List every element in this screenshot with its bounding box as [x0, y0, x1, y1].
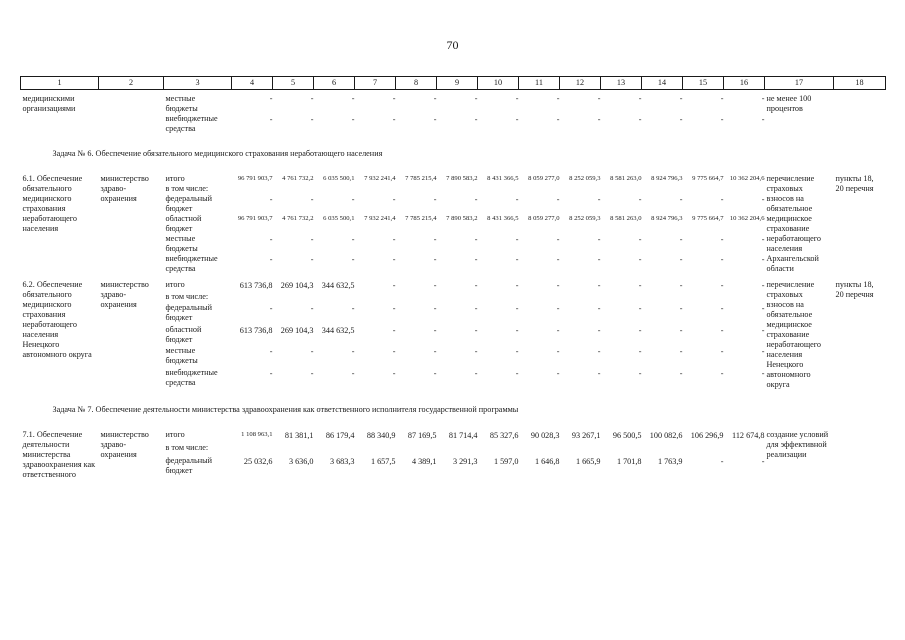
- amount-cell: -: [720, 281, 724, 290]
- amount-cell: -: [515, 369, 519, 379]
- amount-cell: [519, 292, 560, 303]
- column-header: 9: [437, 77, 478, 90]
- amount-cell: -: [515, 195, 519, 204]
- amount-cell: -: [720, 255, 724, 264]
- amount-cell: [601, 443, 642, 455]
- amount-cell: [437, 292, 478, 303]
- amount-cell: -: [638, 325, 642, 335]
- funding-source: областной бюджет: [165, 214, 202, 233]
- amount-cell: 8 252 059,3: [569, 215, 601, 222]
- funding-source: в том числе:: [165, 184, 209, 193]
- amount-cell: 7 932 241,4: [364, 175, 396, 182]
- column-header: 2: [99, 77, 164, 90]
- amount-cell: -: [515, 281, 519, 290]
- amount-cell: -: [638, 195, 642, 204]
- amount-cell: 8 252 059,3: [569, 175, 601, 182]
- amount-cell: 8 924 796,3: [651, 215, 683, 222]
- amount-cell: -: [761, 369, 765, 379]
- amount-cell: -: [597, 281, 601, 290]
- amount-cell: -: [720, 195, 724, 204]
- amount-cell: -: [761, 94, 765, 103]
- amount-cell: -: [597, 369, 601, 379]
- amount-cell: 7 890 583,2: [446, 175, 478, 182]
- amount-cell: -: [474, 235, 478, 244]
- amount-cell: [642, 292, 683, 303]
- amount-cell: [560, 292, 601, 303]
- expected-result: не менее 100 процентов: [766, 94, 812, 113]
- amount-cell: 8 059 277,0: [528, 215, 560, 222]
- amount-cell: [396, 292, 437, 303]
- amount-cell: -: [556, 235, 560, 244]
- funding-source: итого: [165, 174, 185, 183]
- amount-cell: -: [720, 325, 724, 335]
- amount-cell: 8 581 263,0: [610, 215, 642, 222]
- amount-cell: [724, 292, 765, 303]
- table-row: [21, 90, 886, 115]
- amount-cell: [560, 443, 601, 455]
- amount-cell: 1 597,0: [493, 456, 519, 466]
- amount-cell: -: [474, 347, 478, 357]
- amount-cell: 81 714,4: [448, 431, 478, 440]
- amount-cell: 100 082,6: [649, 431, 683, 440]
- amount-cell: 4 389,1: [411, 456, 437, 466]
- amount-cell: 269 104,3: [280, 281, 314, 290]
- amount-cell: -: [269, 347, 273, 357]
- amount-cell: -: [761, 347, 765, 357]
- amount-cell: -: [515, 325, 519, 335]
- amount-cell: 106 296,9: [690, 431, 724, 440]
- amount-cell: [437, 443, 478, 455]
- amount-cell: -: [720, 456, 724, 466]
- column-header: 6: [314, 77, 355, 90]
- amount-cell: 613 736,8: [239, 281, 273, 290]
- amount-cell: -: [433, 195, 437, 204]
- amount-cell: -: [351, 369, 355, 379]
- amount-cell: -: [679, 235, 683, 244]
- amount-cell: -: [433, 255, 437, 264]
- amount-cell: 269 104,3: [280, 325, 314, 335]
- amount-cell: -: [597, 303, 601, 313]
- column-header: 12: [560, 77, 601, 90]
- task-row: [21, 390, 886, 430]
- table-header-row: [21, 77, 886, 90]
- amount-cell: 4 761 732,2: [282, 175, 314, 182]
- amount-cell: -: [392, 255, 396, 264]
- amount-cell: [724, 184, 765, 194]
- amount-cell: -: [761, 255, 765, 264]
- amount-cell: [232, 292, 273, 303]
- reference: [834, 430, 886, 480]
- amount-cell: -: [597, 325, 601, 335]
- amount-cell: -: [310, 195, 314, 204]
- amount-cell: -: [351, 255, 355, 264]
- amount-cell: [396, 443, 437, 455]
- reference: пункты 18, 20 перечня: [835, 280, 874, 299]
- funding-source: федеральный бюджет: [165, 194, 213, 213]
- amount-cell: 1 657,5: [370, 456, 396, 466]
- column-header: 4: [232, 77, 273, 90]
- funding-source: местные бюджеты: [165, 346, 198, 366]
- amount-cell: -: [392, 303, 396, 313]
- amount-cell: -: [474, 115, 478, 124]
- amount-cell: -: [761, 115, 765, 124]
- amount-cell: -: [310, 115, 314, 124]
- amount-cell: -: [433, 94, 437, 103]
- funding-source: итого: [165, 430, 185, 439]
- amount-cell: [437, 184, 478, 194]
- amount-cell: -: [392, 347, 396, 357]
- amount-cell: -: [638, 303, 642, 313]
- amount-cell: -: [310, 94, 314, 103]
- amount-cell: -: [392, 235, 396, 244]
- activity-name: медицинскими организациями: [22, 94, 76, 113]
- amount-cell: [519, 443, 560, 455]
- amount-cell: -: [269, 255, 273, 264]
- column-header: 18: [834, 77, 886, 90]
- amount-cell: [683, 292, 724, 303]
- amount-cell: -: [351, 235, 355, 244]
- amount-cell: -: [679, 281, 683, 290]
- amount-cell: -: [556, 94, 560, 103]
- amount-cell: 86 179,4: [325, 431, 355, 440]
- amount-cell: 1 701,8: [616, 456, 642, 466]
- table-row: [21, 280, 886, 292]
- amount-cell: -: [556, 195, 560, 204]
- amount-cell: -: [761, 325, 765, 335]
- amount-cell: -: [638, 369, 642, 379]
- amount-cell: -: [310, 255, 314, 264]
- amount-cell: [642, 443, 683, 455]
- amount-cell: 85 327,6: [489, 431, 519, 440]
- amount-cell: [478, 443, 519, 455]
- executor: министерство здраво- охранения: [100, 280, 149, 309]
- amount-cell: -: [679, 325, 683, 335]
- amount-cell: [314, 184, 355, 194]
- amount-cell: -: [433, 281, 437, 290]
- amount-cell: 7 785 215,4: [405, 215, 437, 222]
- amount-cell: -: [556, 325, 560, 335]
- amount-cell: -: [556, 303, 560, 313]
- amount-cell: [683, 443, 724, 455]
- funding-source: местные бюджеты: [165, 234, 198, 253]
- table-row: [21, 430, 886, 443]
- amount-cell: [519, 184, 560, 194]
- amount-cell: -: [351, 195, 355, 204]
- amount-cell: -: [392, 325, 396, 335]
- amount-cell: 9 775 664,7: [692, 175, 724, 182]
- task-title: Задача № 7. Обеспечение деятельности министерства здравоохранения как ответственного исполнителя государственной программы: [52, 405, 519, 414]
- amount-cell: -: [720, 347, 724, 357]
- amount-cell: -: [556, 347, 560, 357]
- amount-cell: -: [638, 255, 642, 264]
- column-header: 15: [683, 77, 724, 90]
- amount-cell: -: [433, 325, 437, 335]
- amount-cell: [642, 184, 683, 194]
- amount-cell: -: [597, 94, 601, 103]
- amount-cell: -: [597, 347, 601, 357]
- amount-cell: -: [269, 369, 273, 379]
- amount-cell: 96 791 903,7: [237, 215, 273, 222]
- amount-cell: [355, 184, 396, 194]
- amount-cell: -: [392, 369, 396, 379]
- amount-cell: [478, 292, 519, 303]
- amount-cell: -: [597, 235, 601, 244]
- amount-cell: 112 674,8: [732, 431, 765, 440]
- column-header: 16: [724, 77, 765, 90]
- amount-cell: -: [638, 281, 642, 290]
- amount-cell: 344 632,5: [321, 325, 355, 335]
- funding-source: областной бюджет: [165, 324, 202, 344]
- funding-source: федеральный бюджет: [165, 302, 213, 322]
- amount-cell: -: [679, 255, 683, 264]
- column-header: 10: [478, 77, 519, 90]
- column-header: 5: [273, 77, 314, 90]
- funding-source: федеральный бюджет: [165, 455, 213, 475]
- executor: министерство здраво- охранения: [100, 430, 149, 459]
- amount-cell: 1 108 963,1: [241, 431, 273, 438]
- activity-name: 6.2. Обеспечение обязательного медицинского страхования неработающего населения Ненецкого автономного округа: [22, 280, 92, 359]
- amount-cell: -: [269, 303, 273, 313]
- task-row: [21, 134, 886, 174]
- table-row: [21, 174, 886, 184]
- amount-cell: -: [679, 195, 683, 204]
- amount-cell: -: [638, 115, 642, 124]
- column-header: 11: [519, 77, 560, 90]
- amount-cell: -: [310, 235, 314, 244]
- amount-cell: -: [392, 195, 396, 204]
- amount-cell: -: [310, 303, 314, 313]
- amount-cell: 7 932 241,4: [364, 215, 396, 222]
- funding-source: внебюджетные средства: [165, 368, 218, 388]
- funding-source: внебюджетные средства: [165, 254, 218, 273]
- amount-cell: -: [433, 303, 437, 313]
- amount-cell: [314, 292, 355, 303]
- amount-cell: [273, 443, 314, 455]
- amount-cell: 613 736,8: [239, 325, 273, 335]
- amount-cell: -: [310, 347, 314, 357]
- amount-cell: [601, 184, 642, 194]
- amount-cell: -: [679, 115, 683, 124]
- amount-cell: 8 059 277,0: [528, 175, 560, 182]
- amount-cell: 1 763,9: [657, 456, 683, 466]
- funding-source: внебюджетные средства: [165, 114, 218, 133]
- amount-cell: -: [474, 195, 478, 204]
- amount-cell: 93 267,1: [571, 431, 601, 440]
- amount-cell: 87 169,5: [407, 431, 437, 440]
- amount-cell: -: [638, 235, 642, 244]
- amount-cell: -: [679, 303, 683, 313]
- amount-cell: 8 431 366,5: [487, 215, 519, 222]
- amount-cell: -: [433, 369, 437, 379]
- amount-cell: [601, 292, 642, 303]
- column-header: 13: [601, 77, 642, 90]
- amount-cell: -: [474, 281, 478, 290]
- amount-cell: -: [474, 325, 478, 335]
- amount-cell: -: [597, 255, 601, 264]
- amount-cell: -: [556, 281, 560, 290]
- amount-cell: 344 632,5: [321, 281, 355, 290]
- amount-cell: -: [720, 369, 724, 379]
- reference: [834, 90, 886, 135]
- column-header: 7: [355, 77, 396, 90]
- amount-cell: -: [474, 94, 478, 103]
- amount-cell: 8 924 796,3: [651, 175, 683, 182]
- amount-cell: 6 035 500,1: [323, 215, 355, 222]
- amount-cell: -: [351, 347, 355, 357]
- amount-cell: -: [433, 235, 437, 244]
- column-header: 14: [642, 77, 683, 90]
- executor: [99, 90, 164, 135]
- amount-cell: 10 362 204,6: [729, 175, 765, 182]
- amount-cell: -: [761, 281, 765, 290]
- amount-cell: -: [597, 115, 601, 124]
- reference: пункты 18, 20 перечня: [835, 174, 874, 193]
- amount-cell: -: [720, 115, 724, 124]
- funding-source: итого: [165, 280, 185, 289]
- amount-cell: 90 028,3: [530, 431, 560, 440]
- funding-source: местные бюджеты: [165, 94, 198, 113]
- column-header: 1: [21, 77, 99, 90]
- amount-cell: 6 035 500,1: [323, 175, 355, 182]
- amount-cell: -: [679, 94, 683, 103]
- amount-cell: -: [515, 94, 519, 103]
- amount-cell: -: [392, 115, 396, 124]
- amount-cell: [314, 443, 355, 455]
- amount-cell: 10 362 204,6: [729, 215, 765, 222]
- amount-cell: -: [556, 369, 560, 379]
- amount-cell: 1 665,9: [575, 456, 601, 466]
- amount-cell: 25 032,6: [243, 456, 273, 466]
- page-number: 70: [446, 38, 459, 52]
- task-title: Задача № 6. Обеспечение обязательного медицинского страхования неработающего населения: [52, 149, 383, 158]
- amount-cell: 81 381,1: [284, 431, 314, 440]
- expected-result: создание условий для эффективной реализации: [766, 430, 829, 459]
- amount-cell: 3 636,0: [288, 456, 314, 466]
- amount-cell: [683, 184, 724, 194]
- amount-cell: [478, 184, 519, 194]
- amount-cell: -: [351, 303, 355, 313]
- column-header: 8: [396, 77, 437, 90]
- amount-cell: -: [761, 235, 765, 244]
- amount-cell: [232, 184, 273, 194]
- amount-cell: [560, 184, 601, 194]
- amount-cell: -: [515, 235, 519, 244]
- amount-cell: 3 291,3: [452, 456, 478, 466]
- amount-cell: -: [269, 94, 273, 103]
- amount-cell: -: [761, 195, 765, 204]
- activity-name: 7.1. Обеспечение деятельности министерства здравоохранения как ответственного: [22, 430, 96, 479]
- budget-table: [20, 76, 886, 480]
- amount-cell: -: [515, 115, 519, 124]
- amount-cell: 8 581 263,0: [610, 175, 642, 182]
- amount-cell: 88 340,9: [366, 431, 396, 440]
- funding-source: в том числе:: [165, 291, 209, 301]
- amount-cell: 3 683,3: [329, 456, 355, 466]
- amount-cell: [355, 292, 396, 303]
- amount-cell: 9 775 664,7: [692, 215, 724, 222]
- amount-cell: -: [515, 303, 519, 313]
- amount-cell: 96 500,5: [612, 431, 642, 440]
- amount-cell: 96 791 903,7: [237, 175, 273, 182]
- amount-cell: -: [269, 235, 273, 244]
- amount-cell: [273, 184, 314, 194]
- amount-cell: -: [392, 281, 396, 290]
- amount-cell: -: [433, 347, 437, 357]
- activity-name: 6.1. Обеспечение обязательного медицинского страхования неработающего населения: [22, 174, 83, 233]
- amount-cell: 7 785 215,4: [405, 175, 437, 182]
- amount-cell: -: [474, 303, 478, 313]
- amount-cell: -: [269, 195, 273, 204]
- amount-cell: -: [638, 94, 642, 103]
- amount-cell: -: [351, 115, 355, 124]
- amount-cell: -: [433, 115, 437, 124]
- amount-cell: [232, 443, 273, 455]
- amount-cell: -: [474, 255, 478, 264]
- amount-cell: -: [474, 369, 478, 379]
- amount-cell: -: [638, 347, 642, 357]
- amount-cell: -: [351, 94, 355, 103]
- amount-cell: -: [556, 115, 560, 124]
- amount-cell: [396, 184, 437, 194]
- amount-cell: 1 646,8: [534, 456, 560, 466]
- amount-cell: -: [269, 115, 273, 124]
- column-header: 3: [164, 77, 232, 90]
- amount-cell: [724, 443, 765, 455]
- funding-source: в том числе:: [165, 443, 209, 453]
- amount-cell: 8 431 366,5: [487, 175, 519, 182]
- column-header: 17: [765, 77, 834, 90]
- amount-cell: 7 890 583,2: [446, 215, 478, 222]
- amount-cell: -: [679, 347, 683, 357]
- amount-cell: 4 761 732,2: [282, 215, 314, 222]
- amount-cell: -: [597, 195, 601, 204]
- amount-cell: -: [720, 235, 724, 244]
- amount-cell: -: [761, 303, 765, 313]
- amount-cell: -: [761, 456, 765, 466]
- amount-cell: -: [720, 94, 724, 103]
- amount-cell: [273, 292, 314, 303]
- amount-cell: -: [679, 369, 683, 379]
- executor: министерство здраво- охранения: [100, 174, 149, 203]
- amount-cell: -: [720, 303, 724, 313]
- amount-cell: -: [392, 94, 396, 103]
- amount-cell: -: [515, 347, 519, 357]
- amount-cell: -: [515, 255, 519, 264]
- expected-result: перечисление страховых взносов на обязательное медицинское страхование неработающего населения Ненецкого автономного округа: [766, 280, 822, 389]
- amount-cell: -: [310, 369, 314, 379]
- amount-cell: [355, 443, 396, 455]
- expected-result: перечисление страховых взносов на обязательное медицинское страхование неработающего населения Архангельской области: [766, 174, 822, 273]
- amount-cell: -: [556, 255, 560, 264]
